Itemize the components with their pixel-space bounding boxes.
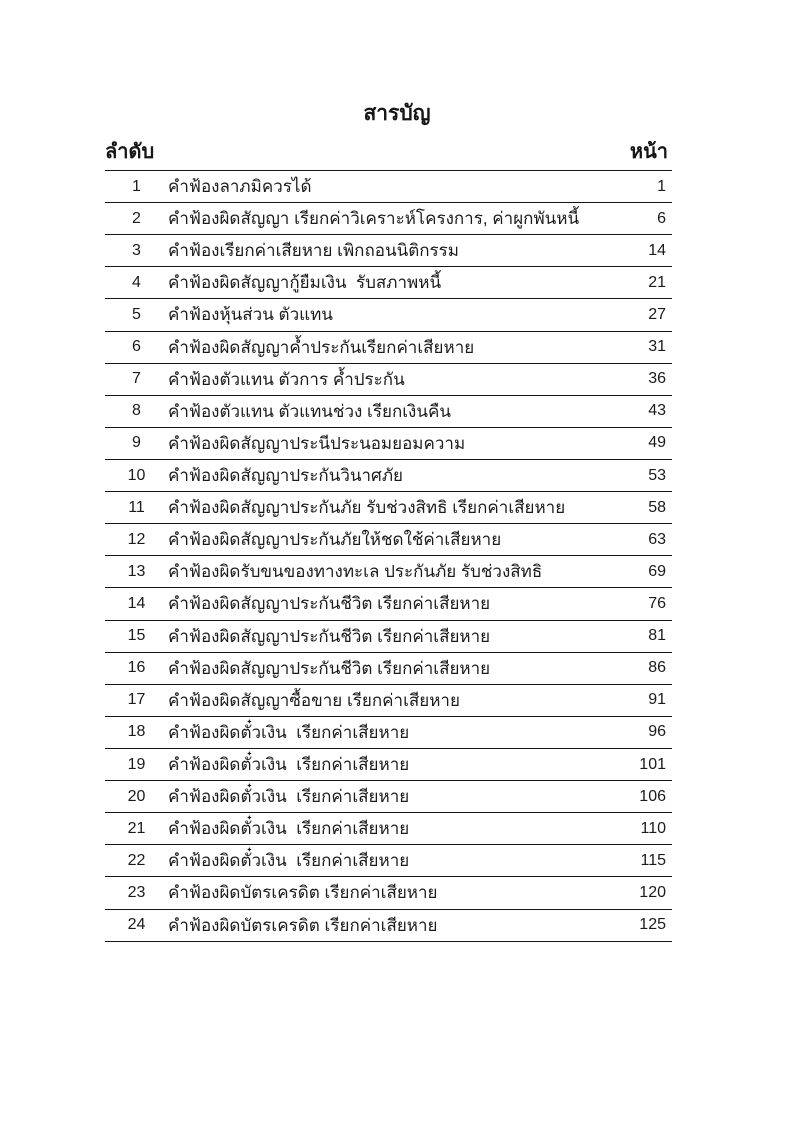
toc-row-number: 20: [127, 787, 146, 805]
toc-row-number: 13: [127, 562, 146, 580]
toc-row-title: คำฟ้องผิดตั๋วเงิน เรียกค่าเสียหาย: [168, 851, 410, 871]
column-header-page: หน้า: [629, 141, 668, 163]
toc-row: [105, 203, 672, 235]
toc-row-title: คำฟ้องผิดสัญญาประกันภัยให้ชดใช้ค่าเสียหาย: [168, 530, 502, 550]
column-header-order: ลำดับ: [105, 141, 155, 163]
toc-row-title: คำฟ้องผิดสัญญาประกันชีวิต เรียกค่าเสียหาย: [168, 658, 491, 678]
toc-row-page: 53: [648, 466, 666, 484]
toc-row: [105, 588, 672, 620]
toc-row-number: 6: [132, 338, 141, 356]
toc-row-page: 120: [639, 883, 666, 901]
toc-row: [105, 685, 672, 717]
toc-row-page: 115: [640, 851, 666, 869]
toc-row: [105, 717, 672, 749]
toc-row: [105, 877, 672, 909]
toc-row-number: 16: [127, 659, 146, 677]
toc-row-number: 9: [132, 434, 141, 452]
toc-row-page: 86: [648, 659, 666, 677]
toc-row-number: 15: [127, 627, 146, 645]
toc-row-page: 14: [648, 241, 666, 259]
toc-row-number: 2: [132, 209, 141, 227]
toc-row-number: 11: [128, 498, 145, 516]
toc-header: [105, 132, 672, 170]
toc-row-title: คำฟ้องผิดสัญญาซื้อขาย เรียกค่าเสียหาย: [168, 690, 460, 710]
toc-row-page: 27: [648, 305, 666, 323]
toc-row-title: คำฟ้องผิดบัตรเครดิต เรียกค่าเสียหาย: [168, 883, 438, 903]
toc-row-title: คำฟ้องผิดตั๋วเงิน เรียกค่าเสียหาย: [168, 755, 410, 775]
toc-row-title: คำฟ้องผิดตั๋วเงิน เรียกค่าเสียหาย: [168, 722, 410, 742]
toc-row: [105, 653, 672, 685]
toc-row: [105, 556, 672, 588]
toc-row-number: 3: [132, 241, 141, 259]
toc-row-title: คำฟ้องผิดสัญญาประกันชีวิต เรียกค่าเสียหาย: [168, 594, 491, 614]
toc-row-page: 125: [639, 916, 666, 934]
toc-row-title: คำฟ้องผิดตั๋วเงิน เรียกค่าเสียหาย: [168, 819, 410, 839]
toc-row-title: คำฟ้องตัวแทน ตัวแทนช่วง เรียกเงินคืน: [168, 401, 451, 421]
toc-table: [105, 170, 672, 942]
toc-row-page: 58: [648, 498, 666, 516]
toc-row-number: 12: [127, 530, 146, 548]
toc-row-page: 76: [648, 594, 666, 612]
toc-row: [105, 910, 672, 942]
toc-row-page: 106: [639, 787, 666, 805]
toc-row: [105, 492, 672, 524]
toc-row: [105, 749, 672, 781]
toc-row-title: คำฟ้องผิดรับขนของทางทะเล ประกันภัย รับช่วงสิทธิ: [168, 562, 543, 582]
toc-row-title: คำฟ้องหุ้นส่วน ตัวแทน: [168, 305, 333, 325]
toc-row-title: คำฟ้องผิดสัญญา เรียกค่าวิเคราะห์โครงการ, ค่าผูกพันหนี้: [168, 209, 580, 229]
toc-row: [105, 267, 672, 299]
toc-row-title: คำฟ้องผิดสัญญากู้ยืมเงิน รับสภาพหนี้: [168, 273, 442, 293]
toc-row-number: 7: [132, 370, 141, 388]
toc-row-page: 91: [648, 691, 666, 709]
toc-row-number: 10: [127, 466, 146, 484]
toc-row-number: 23: [127, 883, 146, 901]
toc-row-title: คำฟ้องผิดสัญญาประกันภัย รับช่วงสิทธิ เรียกค่าเสียหาย: [168, 498, 566, 518]
toc-row-page: 1: [657, 177, 666, 195]
toc-row-page: 96: [648, 723, 666, 741]
toc-row-page: 63: [648, 530, 666, 548]
toc-row-title: คำฟ้องผิดสัญญาประกันวินาศภัย: [168, 466, 403, 486]
toc-row: [105, 845, 672, 877]
toc-row-title: คำฟ้องผิดบัตรเครดิต เรียกค่าเสียหาย: [168, 915, 438, 935]
toc-row: [105, 524, 672, 556]
toc-row-page: 69: [648, 562, 666, 580]
toc-row-number: 1: [132, 177, 141, 195]
toc-row: [105, 460, 672, 492]
toc-row-title: คำฟ้องลาภมิควรได้: [168, 177, 312, 197]
toc-row-page: 49: [648, 434, 666, 452]
toc-row: [105, 428, 672, 460]
toc-row-title: คำฟ้องตัวแทน ตัวการ ค้ำประกัน: [168, 369, 405, 389]
toc-row-number: 21: [127, 819, 146, 837]
toc-row-page: 81: [648, 627, 666, 645]
toc-row-page: 6: [657, 209, 666, 227]
toc-row: [105, 171, 672, 203]
toc-row: [105, 396, 672, 428]
toc-row-number: 24: [127, 916, 146, 934]
toc-row-number: 4: [132, 273, 141, 291]
toc-row-page: 31: [648, 338, 666, 356]
toc-row-page: 36: [648, 370, 666, 388]
toc-row: [105, 235, 672, 267]
toc-row: [105, 813, 672, 845]
toc-row-page: 101: [639, 755, 666, 773]
toc-row-number: 19: [127, 755, 146, 773]
toc-row-page: 43: [648, 402, 666, 420]
toc-row-number: 22: [127, 851, 146, 869]
toc-row: [105, 332, 672, 364]
toc-row-number: 5: [132, 305, 141, 323]
toc-row-page: 21: [648, 273, 666, 291]
toc-row: [105, 781, 672, 813]
toc-row-number: 8: [132, 402, 141, 420]
toc-row-number: 14: [127, 594, 146, 612]
toc-row: [105, 299, 672, 331]
toc-row-title: คำฟ้องผิดสัญญาประนีประนอมยอมความ: [168, 433, 466, 453]
toc-row-title: คำฟ้องเรียกค่าเสียหาย เพิกถอนนิติกรรม: [168, 241, 460, 261]
toc-row-title: คำฟ้องผิดสัญญาประกันชีวิต เรียกค่าเสียหาย: [168, 626, 491, 646]
page-title: สารบัญ: [363, 102, 431, 125]
toc-row: [105, 364, 672, 396]
toc-row-number: 18: [127, 723, 146, 741]
toc-row-page: 110: [640, 819, 666, 837]
toc-row: [105, 621, 672, 653]
toc-row-number: 17: [127, 691, 146, 709]
toc-row-title: คำฟ้องผิดสัญญาค้ำประกันเรียกค่าเสียหาย: [168, 337, 475, 357]
toc-row-title: คำฟ้องผิดตั๋วเงิน เรียกค่าเสียหาย: [168, 787, 410, 807]
